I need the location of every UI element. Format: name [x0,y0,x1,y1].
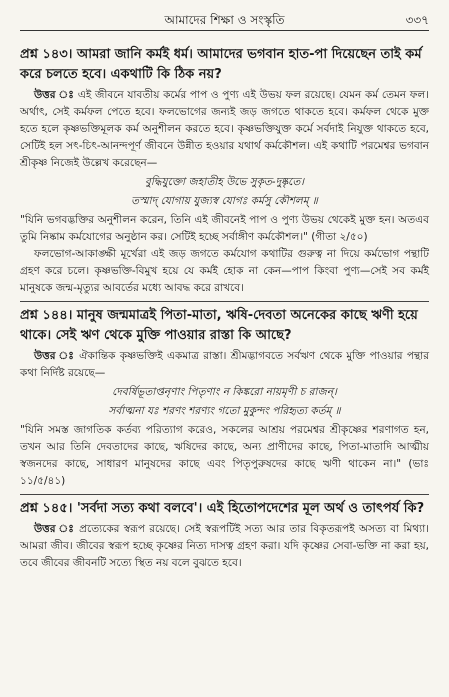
question-heading: প্রশ্ন ১৪৩। আমরা জানি কর্মই ধর্ম। আমাদের ভগবান হাত-পা দিয়েছেন তাই কর্ম করে চলতে হবে। একথাটি কি ঠিক নয়? [20,47,422,82]
commentary-paragraph: ফলভোগ-আকাঙ্ক্ষী মূর্খেরা এই জড় জগতে কর্মযোগ কথাটির গুরুত্ব না দিয়ে কর্মভোগ পন্থাটি গ্রহণ করে চলে। কৃষ্ণভক্তি-বিমুখ হয়ে যে কর্মই হোক না কেন—পাপ কিংবা পুণ্য—সেই সব কর্মই মানুষকে জন্ম-মৃত্যুর আবর্তের মধ্যে আবদ্ধ করে রাখবে। [20,248,429,294]
answer-label: উত্তর ঃ [34,350,75,362]
running-title: আমাদের শিক্ষা ও সংস্কৃতি [164,13,285,27]
verse-translation: "যিনি সমস্ত জাগতিক কর্তব্য পরিত্যাগ করেও, সকলের আশ্রয় পরমেশ্বর শ্রীকৃষ্ণের শরণাগত হন, তখন আর তিনি দেবতাদের কাছে, ঋষিদের কাছে, অন্য প্রাণীদের কাছে, পিতা-মাতাদি আত্মীয় স্বজনদের কাছে, সাধারণ মানুষদের কাছে এবং পিতৃপুরুষদের কাছে ঋণী থাকেন না।" (ভাঃ ১১/৫/৪১) [20,424,429,487]
answer-text: ঐকান্তিক কৃষ্ণভক্তিই একমাত্র রাস্তা। শ্রীমদ্ভাগবতে সর্বঋণ থেকে মুক্তি পাওয়ার পন্থার কথা নির্দিষ্ট রয়েছে— [20,350,429,379]
answer-text: এই জীবনে যাবতীয় কর্মের পাপ ও পুণ্য এই উভয় ফল রয়েছে। যেমন কর্ম তেমন ফল। অর্থাৎ, সেই কর্মফল পেতে হবে। ফলভোগের জন্যই জড় জগতে থাকতে হবে। কর্মফল থেকে মুক্ত হতে হলে কৃষ্ণভক্তিমূলক কর্ম অনুশীলন করতে হবে। কৃষ্ণভক্তিযুক্ত কর্মে সর্বদাই নিযুক্ত থাকতে হবে, সেটিই হল সৎ-চিৎ-আনন্দপূর্ণ জীবনে উন্নীত হওয়ার যথার্থ কর্মকৌশল। এই কথাটি পরমেশ্বর ভগবান শ্রীকৃষ্ণ নিজেই উল্লেখ করেছেন— [20,89,429,169]
answer-paragraph [20,87,429,172]
sanskrit-verse-line: সর্বাত্মনা যঃ শরণং শরণ্যং গতো মুকুন্দং পরিহৃত্য কর্তম্ ॥ [108,405,341,417]
divider [20,494,429,495]
answer-label: উত্তর ঃ [34,89,75,101]
question-143 [20,45,429,297]
answer-paragraph [20,521,429,572]
answer-label: উত্তর ঃ [34,523,75,535]
divider [20,301,429,302]
sanskrit-verse-line: তস্মাদ্ যোগায় যুজ্যস্ব যোগঃ কর্মসু কৌশলম্ ॥ [131,195,318,207]
question-144 [20,306,429,490]
sanskrit-verse-line: বুদ্ধিযুক্তো জহাতীহ উভে সুকৃত-দুষ্কৃতে। [145,176,304,188]
question-heading: প্রশ্ন ১৪৪। মানুষ জন্মমাত্রই পিতা-মাতা, ঋষি-দেবতা অনেকের কাছে ঋণী হয়ে থাকে। সেই ঋণ থেকে মুক্তি পাওয়ার রাস্তা কি আছে? [20,308,418,343]
question-heading: প্রশ্ন ১৪৫। 'সর্বদা সত্য কথা বলবে'। এই হিতোপদেশের মূল অর্থ ও তাৎপর্য কি? [20,501,425,516]
answer-paragraph [20,348,429,382]
sanskrit-verse-line: দেবর্ষিভূতাপ্তনৃণাং পিতৃণাং ন কিঙ্করো নায়মৃণী চ রাজন্। [112,386,337,398]
question-145 [20,499,429,572]
page-number: ৩৩৭ [405,13,429,27]
verse-translation: "যিনি ভগবদ্ভক্তির অনুশীলন করেন, তিনি এই জীবনেই পাপ ও পুণ্য উভয় থেকেই মুক্ত হন। অতএব তুমি নিষ্কাম কর্মযোগের অনুষ্ঠান কর। সেটিই হচ্ছে সর্বাঙ্গীণ কর্মকৌশল।" (গীতা ২/৫০) [20,214,429,243]
answer-text: প্রত্যেকের স্বরূপ রয়েছে। সেই স্বরূপটিই সত্য আর তার বিকৃতরূপই অসত্য বা মিথ্যা। আমরা জীব। জীবের স্বরূপ হচ্ছে কৃষ্ণের নিত্য দাসত্ব গ্রহণ করা। যদি কৃষ্ণের সেবা-ভক্তি না করা হয়, তবে জীবের জীবনটি সত্যে স্থিত নয় বলে বুঝতে হবে। [20,523,429,569]
page-header [20,8,429,31]
